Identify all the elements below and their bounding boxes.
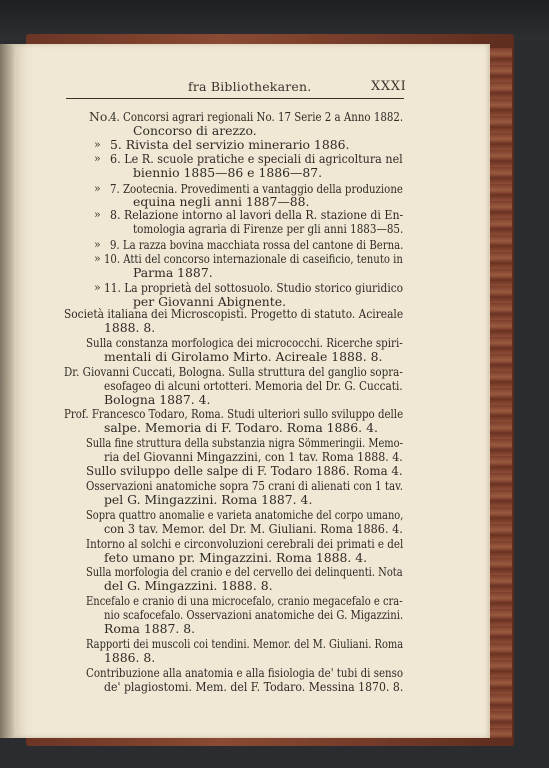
entry-line: equina negli anni 1887—88. [133, 194, 310, 209]
entry-line: Roma 1887. 8. [104, 621, 196, 636]
entry-line: Concorso di arezzo. [133, 123, 257, 138]
entry-line: Bologna 1887. 4. [104, 392, 211, 407]
entry-line: Sulla constanza morfologica dei micrococchi. Ricerche spiri- [86, 335, 403, 350]
entry-line: Sulla morfologia del cranio e del cervello dei delinquenti. Nota [86, 564, 403, 579]
ditto-mark: » [94, 152, 101, 165]
entry-line: Intorno al solchi e circonvoluzioni cerebrali dei primati e del [86, 536, 404, 551]
entry-line: 11. La proprietà del sottosuolo. Studio storico giuridico [104, 280, 404, 295]
entry-line: feto umano pr. Mingazzini. Roma 1888. 4. [104, 550, 368, 565]
page-gutter [0, 44, 14, 738]
entry-line: tomologia agraria di Firenze per gli anni 1883—85. [133, 221, 404, 236]
ditto-mark: » [94, 238, 101, 251]
entry-line: Parma 1887. [133, 265, 213, 280]
entry-line: 1886. 8. [104, 650, 156, 665]
entry-line: biennio 1885—86 e 1886—87. [133, 165, 323, 180]
entry-line: Dr. Giovanni Cuccati, Bologna. Sulla struttura del ganglio sopra- [64, 364, 403, 379]
entry-line: 6. Le R. scuole pratiche e speciali di agricoltura nel [110, 151, 403, 166]
running-header: fra Bibliothekaren. [188, 79, 312, 94]
entry-line: Società italiana dei Microscopisti. Progetto di statuto. Acireale [64, 306, 404, 321]
entry-line: Rapporti dei muscoli coi tendini. Memor. del M. Giuliani. Roma [86, 636, 404, 651]
page-number: XXXI [371, 79, 407, 94]
entry-line: Osservazioni anatomiche sopra 75 crani di alienati con 1 tav. [86, 478, 403, 493]
entry-line: Prof. Francesco Todaro, Roma. Studi ulteriori sullo sviluppo delle [64, 406, 404, 421]
entry-line: 10. Atti del concorso internazionale di caseificio, tenuto in [104, 251, 403, 266]
entry-line: 1888. 8. [104, 320, 156, 335]
entry-line: Sopra quattro anomalie e varieta anatomiche del corpo umano, [86, 507, 404, 522]
entry-line: Encefalo e cranio di una microcefalo, cranio megacefalo e cra- [86, 593, 403, 608]
entry-line: del G. Mingazzini. 1888. 8. [104, 578, 273, 593]
entry-line: Sullo sviluppo delle salpe di F. Todaro 1886. Roma 4. [86, 463, 403, 478]
no-mark: No. [89, 109, 112, 124]
ditto-mark: » [94, 208, 101, 221]
ditto-mark: » [94, 138, 101, 151]
entry-line: 9. La razza bovina macchiata rossa del cantone di Berna. [110, 237, 404, 252]
entry-line: per Giovanni Abignente. [133, 294, 287, 309]
entry-line: 4. Concorsi agrari regionali No. 17 Serie 2 a Anno 1882. [110, 109, 404, 124]
ditto-mark: » [94, 252, 101, 265]
entry-line: 7. Zootecnia. Provedimenti a vantaggio della produzione [110, 181, 403, 196]
entry-line: nio scafocefalo. Osservazioni anatomiche dei G. Migazzini. [104, 607, 404, 622]
book-edge [490, 48, 512, 738]
header-rule [66, 98, 404, 99]
entry-line: 8. Relazione intorno al lavori della R. stazione di En- [110, 207, 404, 222]
entry-line: mentali di Girolamo Mirto. Acireale 1888. 8. [104, 349, 383, 364]
entry-line: ria del Giovanni Mingazzini, con 1 tav. Roma 1888. 4. [104, 449, 403, 464]
entry-line: de' plagiostomi. Mem. del F. Todaro. Messina 1870. 8. [104, 679, 404, 694]
ditto-mark: » [94, 281, 101, 294]
entry-line: salpe. Memoria di F. Todaro. Roma 1886. 4. [104, 420, 378, 435]
entry-line: Sulla fine struttura della substanzia nigra Sömmeringii. Memo- [86, 435, 403, 450]
entry-line: pel G. Mingazzini. Roma 1887. 4. [104, 492, 313, 507]
entry-line: con 3 tav. Memor. del Dr. M. Giuliani. Roma 1886. 4. [104, 521, 403, 536]
entry-line: esofageo di alcuni ortotteri. Memoria del Dr. G. Cuccati. [104, 378, 403, 393]
entry-line: 5. Rivista del servizio minerario 1886. [110, 137, 350, 152]
ditto-mark: » [94, 182, 101, 195]
entry-line: Contribuzione alla anatomia e alla fisiologia de' tubi di senso [86, 665, 404, 680]
